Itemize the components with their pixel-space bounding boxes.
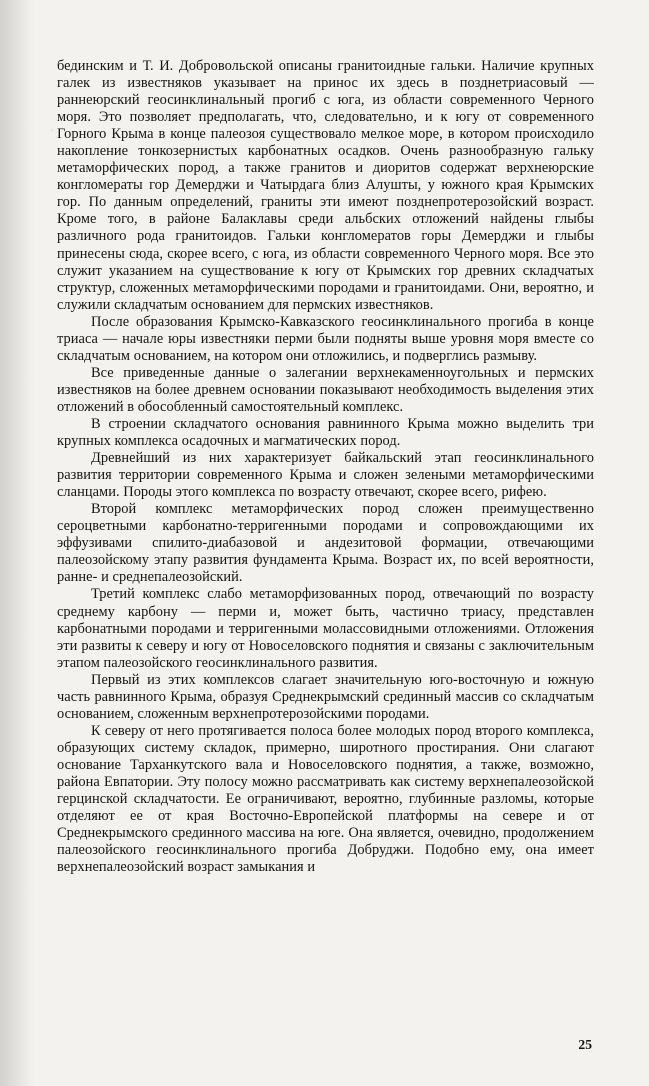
paragraph-8: Первый из этих комплексов слагает значительную юго-восточную и южную часть равнинного Крыма, образуя Среднекрымский срединный массив со складчатым основанием, сложенным верхнепротерозойскими породами. [57, 671, 594, 722]
body-text [57, 58, 594, 876]
paragraph-1: бединским и Т. И. Добровольской описаны гранитоидные гальки. Наличие крупных галек из известняков указывает на принос их здесь в позднетриасовый — раннеюрский геосинклинальный прогиб с юга, из области современного Черного моря. Это позволяет предполагать, что, следовательно, и к югу от современного Горного Крыма в конце палеозоя существовало мелкое море, в котором происходило накопление тонкозернистых карбонатных осадков. Очень разнообразную гальку метаморфических пород, а также гранитов и диоритов содержат верхнеюрские конгломераты гор Демерджи и Чатырдага близ Алушты, у южного края Крымских гор. По данным определений, граниты эти имеют позднепротерозойский возраст. Кроме того, в районе Балаклавы среди альбских отложений найдены глыбы различного рода гранитоидов. Гальки конгломератов горы Демерджи и глыбы принесены сюда, скорее всего, с юга, из области современного Черного моря. Все это служит указанием на существование к югу от Крымских гор древних складчатых структур, сложенных метаморфическими породами и гранитоидами. Они, вероятно, и служили складчатым основанием для пермских известняков. [57, 58, 594, 313]
paragraph-6: Второй комплекс метаморфических пород сложен преимущественно сероцветными карбонатно-терригенными породами и сопровождающими их эффузивами спилито-диабазовой и андезитовой формации, отвечающими палеозойскому этапу развития фундамента Крыма. Возраст их, по всей вероятности, ранне- и среднепалеозойский. [57, 501, 594, 586]
paragraph-9: К северу от него протягивается полоса более молодых пород второго комплекса, образующих систему складок, примерно, широтного простирания. Они слагают основание Тарханкутского вала и Новоселовского поднятия, а также, возможно, района Евпатории. Эту полосу можно рассматривать как систему верхнепалеозойской герцинской складчатости. Ее ограничивают, вероятно, глубинные разломы, которые отделяют ее от края Восточно-Европейской платформы на севере и от Среднекрымского срединного массива на юге. Она является, очевидно, продолжением палеозойского геосинклинального прогиба Добруджи. Подобно ему, она имеет верхнепалеозойский возраст замыкания и [57, 722, 594, 876]
paragraph-4: В строении складчатого основания равнинного Крыма можно выделить три крупных комплекса осадочных и магматических пород. [57, 415, 594, 450]
paragraph-5: Древнейший из них характеризует байкальский этап геосинклинального развития территории современного Крыма и сложен зелеными метаморфическими сланцами. Породы этого комплекса по возрасту отвечают, скорее всего, рифею. [57, 450, 594, 501]
paragraph-3: Все приведенные данные о залегании верхнекаменноугольных и пермских известняков на более древнем основании показывают необходимость выделения этих отложений в обособленный самостоятельный комплекс. [57, 364, 594, 415]
scan-edge-shadow [0, 0, 34, 1086]
paragraph-7: Третий комплекс слабо метаморфизованных пород, отвечающий по возрасту среднему карбону — перми и, может быть, частично триасу, представлен карбонатными породами и терригенными молассовидными отложениями. Отложения эти развиты к северу и югу от Новоселовского поднятия и связаны с заключительным этапом палеозойского геосинклинального развития. [57, 586, 594, 671]
page-number: 25 [578, 1037, 592, 1052]
paragraph-2: После образования Крымско-Кавказского геосинклинального прогиба в конце триаса — начале юры известняки перми были подняты выше уровня моря вместе со складчатым основанием, на котором они отложились, и подверглись размыву. [57, 313, 594, 364]
